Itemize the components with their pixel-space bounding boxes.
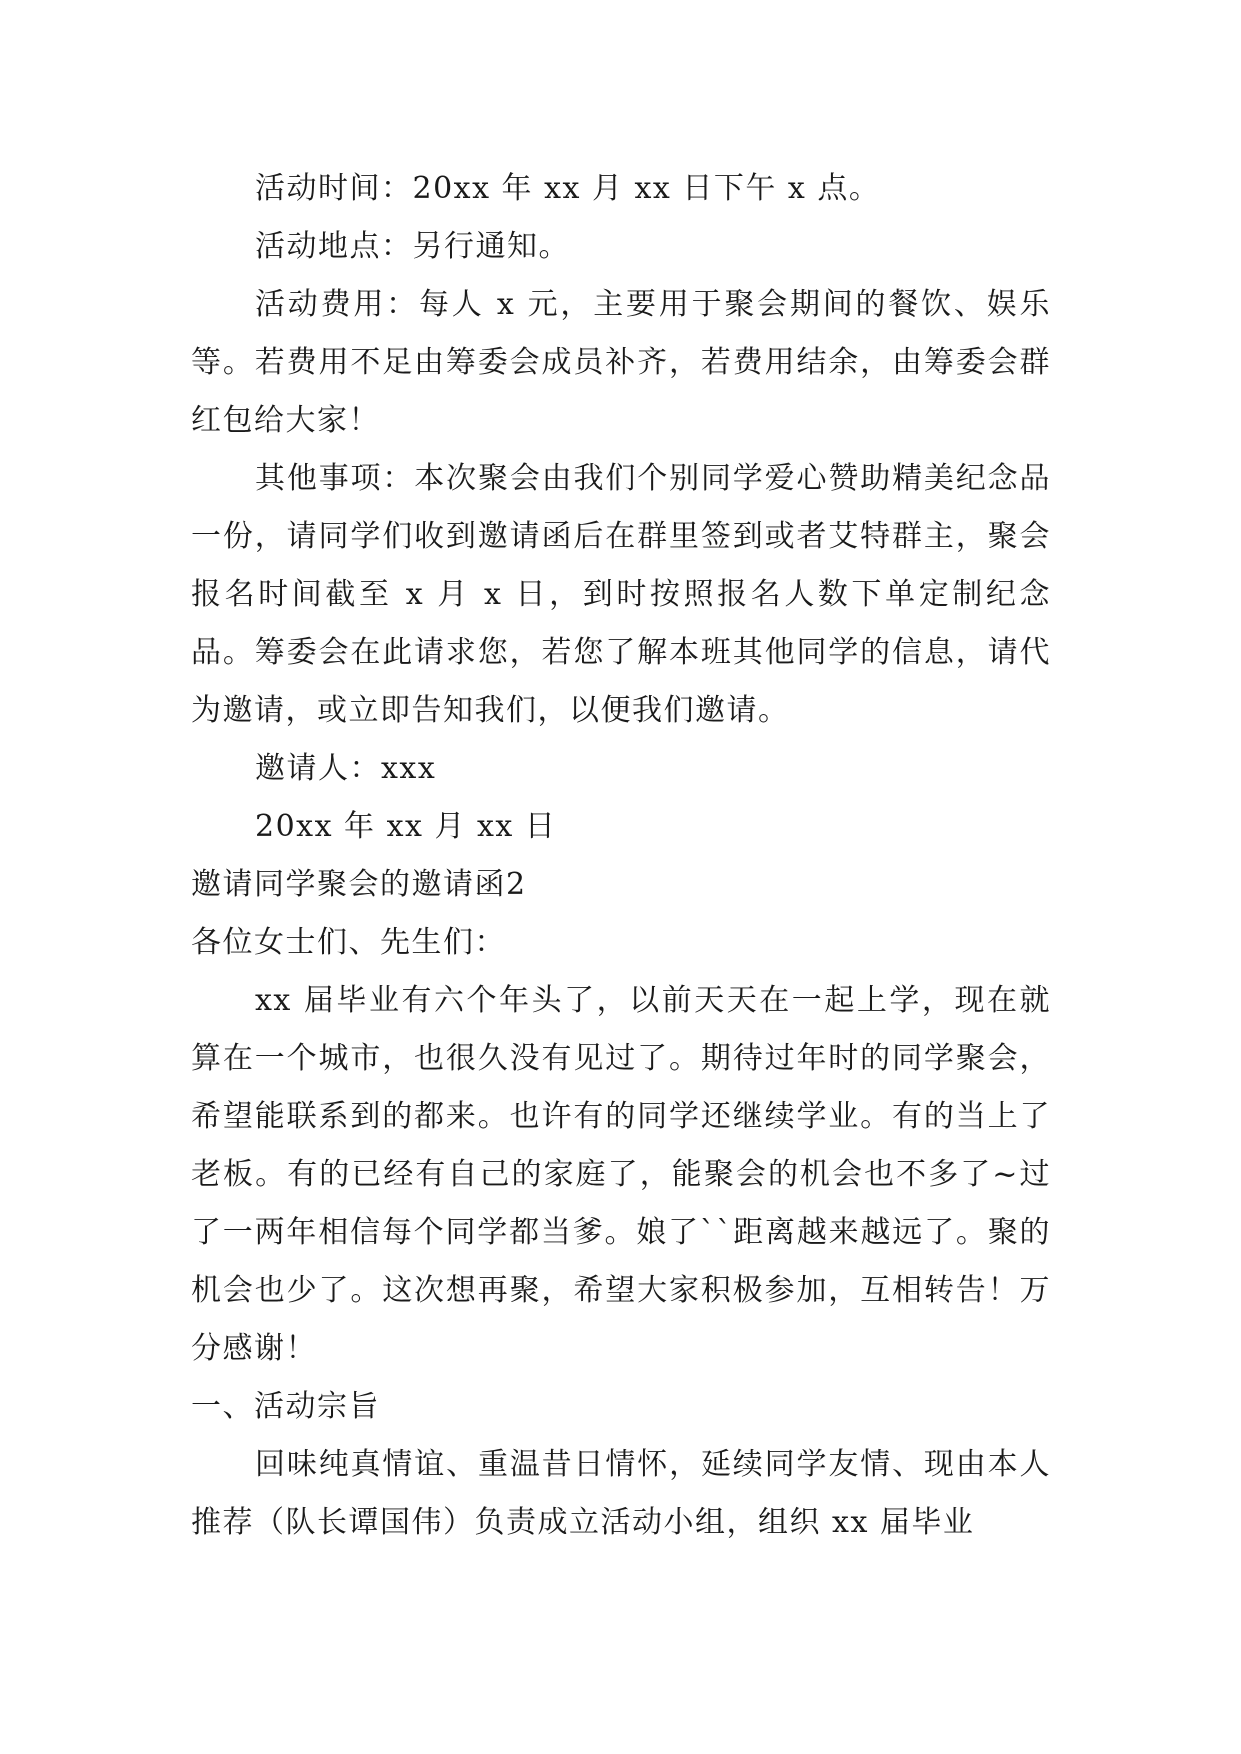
salutation: 各位女士们、先生们： (191, 925, 506, 960)
activity-time-paragraph: 活动时间：20xx 年 xx 月 xx 日下午 x 点。 (255, 171, 881, 206)
other-matters-paragraph: 其他事项：本次聚会由我们个别同学爱心赞助精美纪念品一份，请同学们收到邀请函后在群里签到或者艾特群主，聚会报名时间截至 x 月 x 日，到时按照报名人数下单定制纪念品。筹委会在此请求您，若您了解本班其他同学的信息，请代为邀请，或立即告知我们，以便我们邀请。 (191, 461, 1051, 728)
document-body (191, 160, 1051, 1552)
purpose-paragraph: 回味纯真情谊、重温昔日情怀，延续同学友情、现由本人推荐（队长谭国伟）负责成立活动小组，组织 xx 届毕业 (191, 1447, 1051, 1540)
date-line: 20xx 年 xx 月 xx 日 (255, 809, 557, 844)
activity-place-paragraph: 活动地点：另行通知。 (255, 229, 570, 264)
activity-fee-paragraph: 活动费用：每人 x 元，主要用于聚会期间的餐饮、娱乐等。若费用不足由筹委会成员补齐，若费用结余，由筹委会群红包给大家！ (191, 287, 1051, 438)
invitation-body-paragraph: xx 届毕业有六个年头了，以前天天在一起上学，现在就算在一个城市，也很久没有见过了。期待过年时的同学聚会，希望能联系到的都来。也许有的同学还继续学业。有的当上了老板。有的已经有自己的家庭了，能聚会的机会也不多了~过了一两年相信每个同学都当爹。娘了``距离越来越远了。聚的机会也少了。这次想再聚，希望大家积极参加，互相转告！万分感谢！ (191, 983, 1051, 1366)
inviter-line: 邀请人：xxx (255, 751, 437, 786)
section-title: 邀请同学聚会的邀请函2 (191, 867, 527, 902)
purpose-heading: 一、活动宗旨 (191, 1389, 380, 1424)
